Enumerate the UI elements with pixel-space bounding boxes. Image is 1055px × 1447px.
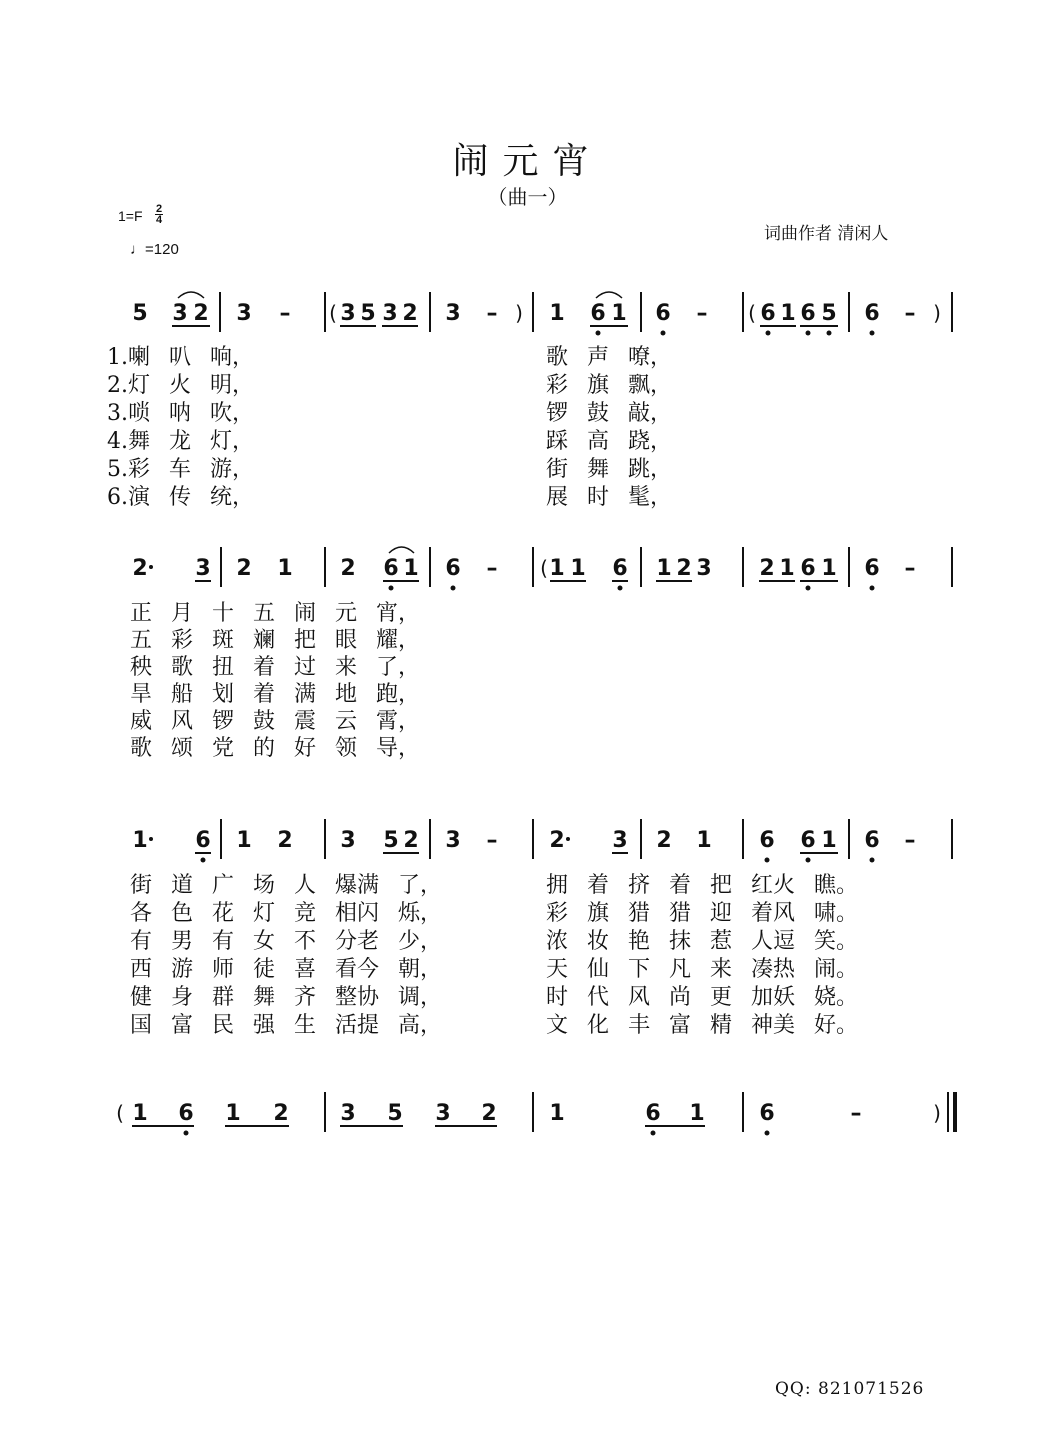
note: 3 — [445, 301, 461, 326]
octave-dot — [184, 1131, 189, 1136]
dash: – — [486, 556, 498, 581]
lyric-verse-1-a: 1.喇 叭 响， — [107, 345, 254, 370]
aug-dot — [149, 565, 153, 569]
composer-credit: 词曲作者 清闲人 — [764, 224, 889, 244]
lyric-verse-6-a: 6.演 传 统， — [107, 485, 254, 510]
lyric-verse-5-b: 街 舞 跳， — [546, 457, 672, 482]
note: 1 — [779, 556, 795, 581]
note: 5 — [383, 828, 399, 853]
note: 5 — [821, 301, 837, 326]
note: 6 — [195, 828, 211, 853]
paren: ) — [933, 1101, 941, 1125]
note: 3 — [195, 556, 211, 581]
note: 3 — [445, 828, 461, 853]
octave-dot — [806, 858, 811, 863]
dash: – — [904, 301, 916, 326]
slur — [178, 292, 204, 298]
note: 2 — [549, 828, 565, 853]
note: 1 — [225, 1101, 241, 1126]
note: 3 — [236, 301, 252, 326]
note: 6 — [760, 301, 776, 326]
octave-dot — [870, 586, 875, 591]
octave-dot — [870, 331, 875, 336]
note: 6 — [864, 556, 880, 581]
lyric-verse-4-chorus: 旱 船 划 着 满 地 跑， — [130, 682, 420, 707]
lyric-verse-2-c: 各 色 花 灯 竞 相闪 烁， — [130, 901, 442, 926]
tempo-marking: ♩=120 — [130, 241, 179, 258]
note: 1 — [403, 556, 419, 581]
paren: ( — [116, 1101, 124, 1125]
note: 1 — [549, 1101, 565, 1126]
octave-dot — [766, 331, 771, 336]
octave-dot — [389, 586, 394, 591]
dash: – — [279, 301, 291, 326]
note: 2 — [236, 556, 252, 581]
octave-dot — [661, 331, 666, 336]
lyric-verse-3-a: 3.唢 呐 吹， — [107, 401, 254, 426]
note: 6 — [383, 556, 399, 581]
octave-dot — [870, 858, 875, 863]
note: 6 — [800, 556, 816, 581]
aug-dot — [149, 837, 153, 841]
lyric-verse-5-c: 健 身 群 舞 齐 整协 调， — [130, 985, 442, 1010]
paren: ) — [515, 301, 523, 325]
note: 6 — [864, 301, 880, 326]
lyric-verse-2-chorus: 五 彩 斑 斓 把 眼 耀， — [130, 628, 420, 653]
paren: ( — [540, 556, 548, 580]
lyric-verse-1-chorus: 正 月 十 五 闹 元 宵， — [130, 601, 420, 626]
lyric-verse-4-b: 踩 高 跷， — [546, 429, 672, 454]
octave-dot — [765, 1131, 770, 1136]
note: 1 — [570, 556, 586, 581]
note: 1 — [236, 828, 252, 853]
note: 1 — [549, 301, 565, 326]
octave-dot — [618, 586, 623, 591]
dash: – — [486, 301, 498, 326]
lyric-verse-2-d: 彩 旗 猎 猎 迎 着风 啸。 — [546, 901, 858, 926]
note: 2 — [132, 556, 148, 581]
dash: – — [486, 828, 498, 853]
note: 6 — [800, 301, 816, 326]
note: 2 — [273, 1101, 289, 1126]
note: 6 — [445, 556, 461, 581]
song-subtitle: （曲一） — [487, 185, 568, 209]
note: 6 — [655, 301, 671, 326]
qq-contact: QQ: 821071526 — [775, 1379, 925, 1399]
lyric-verse-3-d: 浓 妆 艳 抹 惹 人逗 笑。 — [546, 929, 858, 954]
dash: – — [696, 301, 708, 326]
note: 1 — [656, 556, 672, 581]
note: 2 — [759, 556, 775, 581]
note: 3 — [382, 301, 398, 326]
note: 1 — [821, 828, 837, 853]
note: 1 — [611, 301, 627, 326]
paren: ( — [329, 301, 337, 325]
octave-dot — [451, 586, 456, 591]
note: 2 — [403, 828, 419, 853]
lyric-verse-3-chorus: 秧 歌 扭 着 过 来 了， — [130, 655, 420, 680]
note: 2 — [340, 556, 356, 581]
note: 1 — [132, 828, 148, 853]
note: 6 — [590, 301, 606, 326]
note: 6 — [178, 1101, 194, 1126]
note: 1 — [780, 301, 796, 326]
key-signature: 1=F — [118, 208, 143, 224]
lyric-verse-6-b: 展 时 髦， — [546, 485, 672, 510]
note: 5 — [360, 301, 376, 326]
lyric-verse-2-a: 2.灯 火 明， — [107, 373, 254, 398]
note: 6 — [759, 1101, 775, 1126]
paren: ( — [748, 301, 756, 325]
octave-dot — [827, 331, 832, 336]
note: 1 — [277, 556, 293, 581]
slur — [596, 292, 622, 298]
note: 1 — [549, 556, 565, 581]
slur — [389, 547, 414, 553]
aug-dot — [566, 837, 570, 841]
note: 2 — [277, 828, 293, 853]
lyric-verse-5-a: 5.彩 车 游， — [107, 457, 254, 482]
lyric-verse-4-a: 4.舞 龙 灯， — [107, 429, 254, 454]
note: 6 — [645, 1101, 661, 1126]
note: 3 — [696, 556, 712, 581]
lyric-verse-2-b: 彩 旗 飘， — [546, 373, 672, 398]
note: 6 — [612, 556, 628, 581]
time-denominator: 4 — [155, 214, 163, 226]
lyric-verse-1-c: 街 道 广 场 人 爆满 了， — [130, 873, 442, 898]
note: 3 — [340, 301, 356, 326]
octave-dot — [651, 1131, 656, 1136]
lyric-verse-1-b: 歌 声 嘹， — [546, 345, 672, 370]
note: 1 — [689, 1101, 705, 1126]
dash: – — [904, 556, 916, 581]
octave-dot — [806, 331, 811, 336]
note: 5 — [387, 1101, 403, 1126]
dash: – — [850, 1101, 862, 1126]
note: 2 — [676, 556, 692, 581]
lyric-verse-1-d: 拥 着 挤 着 把 红火 瞧。 — [546, 873, 858, 898]
note: 1 — [132, 1101, 148, 1126]
lyric-verse-5-d: 时 代 风 尚 更 加妖 娆。 — [546, 985, 858, 1010]
note: 3 — [340, 828, 356, 853]
note: 3 — [612, 828, 628, 853]
octave-dot — [201, 858, 206, 863]
lyric-verse-6-chorus: 歌 颂 党 的 好 领 导， — [130, 736, 420, 761]
octave-dot — [596, 331, 601, 336]
song-title: 闹元宵 — [452, 141, 603, 182]
lyric-verse-6-c: 国 富 民 强 生 活提 高， — [130, 1013, 442, 1038]
note: 3 — [172, 301, 188, 326]
note: 6 — [800, 828, 816, 853]
note: 5 — [132, 301, 148, 326]
note: 1 — [696, 828, 712, 853]
note: 3 — [340, 1101, 356, 1126]
note: 2 — [402, 301, 418, 326]
note: 1 — [821, 556, 837, 581]
lyric-verse-4-c: 西 游 师 徒 喜 看今 朝， — [130, 957, 442, 982]
note: 6 — [759, 828, 775, 853]
lyric-verse-3-c: 有 男 有 女 不 分老 少， — [130, 929, 442, 954]
dash: – — [904, 828, 916, 853]
note: 6 — [864, 828, 880, 853]
lyric-verse-4-d: 天 仙 下 凡 来 凑热 闹。 — [546, 957, 858, 982]
octave-dot — [765, 858, 770, 863]
paren: ) — [933, 301, 941, 325]
lyric-verse-6-d: 文 化 丰 富 精 神美 好。 — [546, 1013, 858, 1038]
note: 2 — [481, 1101, 497, 1126]
note: 2 — [656, 828, 672, 853]
lyric-verse-3-b: 锣 鼓 敲， — [546, 401, 672, 426]
octave-dot — [806, 586, 811, 591]
note: 3 — [435, 1101, 451, 1126]
time-numerator: 2 — [155, 203, 163, 215]
note: 2 — [193, 301, 209, 326]
lyric-verse-5-chorus: 威 风 锣 鼓 震 云 霄， — [130, 709, 420, 734]
